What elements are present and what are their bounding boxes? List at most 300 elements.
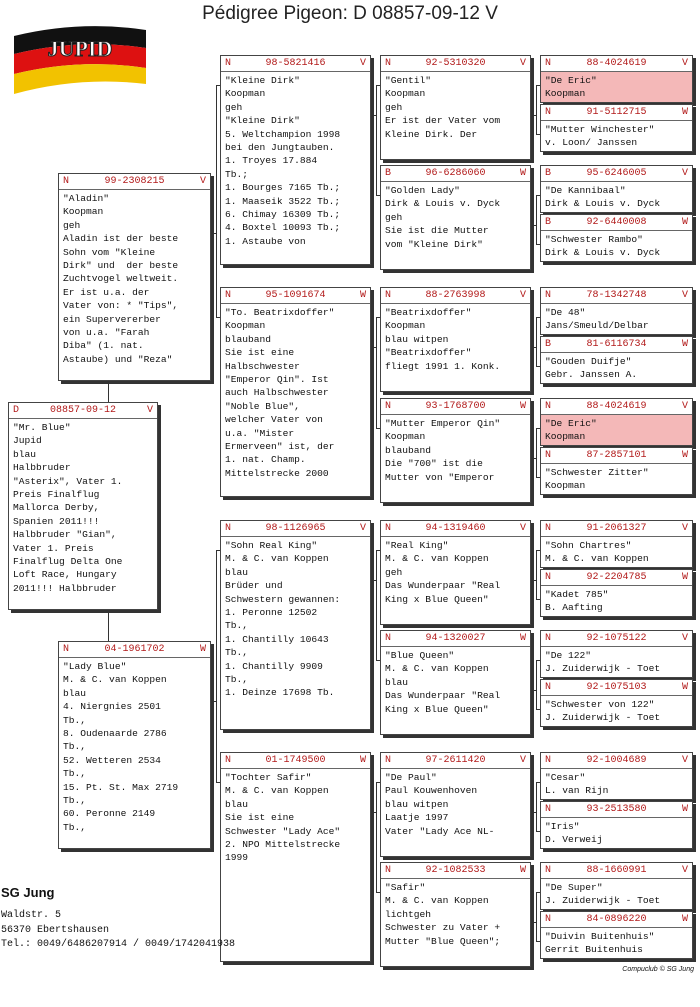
card-header (541, 399, 692, 415)
sex-marker: V (681, 58, 688, 69)
card-details (541, 696, 692, 725)
detail-line: 4. Niergnies 2501 (63, 701, 161, 713)
sex-marker: W (681, 450, 688, 461)
ancestor-card (540, 862, 693, 910)
detail-line: Gebr. Janssen A. (545, 369, 638, 381)
sex-marker: W (681, 107, 688, 118)
detail-line: Mutter "Blue Queen"; (385, 935, 501, 947)
connector-line (376, 550, 377, 661)
pigeon-name: "Kadet 785" (545, 589, 609, 600)
card-details (381, 72, 530, 141)
ring-number: 87-2857101 (586, 450, 647, 461)
pigeon-name: "De Eric" (545, 75, 597, 86)
country-code: N (225, 58, 232, 69)
ring-number: 81-6116734 (586, 339, 647, 350)
ancestor-card (220, 752, 371, 962)
connector-line (216, 85, 217, 318)
ring-number: 88-4024619 (586, 401, 647, 412)
country-code: N (385, 523, 392, 534)
country-code: N (545, 523, 552, 534)
pigeon-name: "Cesar" (545, 772, 586, 783)
pigeon-name: "Iris" (545, 821, 580, 832)
sex-marker: W (681, 682, 688, 693)
detail-line: Gerrit Buitenhuis (545, 944, 643, 956)
card-header (381, 753, 530, 769)
sex-marker: V (681, 633, 688, 644)
pigeon-name: "Kleine Dirk" (225, 75, 300, 86)
detail-line: 1. Deinze 17698 Tb. (225, 687, 335, 699)
card-details (221, 537, 370, 700)
detail-line: Er ist der Vater vom (385, 115, 501, 127)
card-details (541, 72, 692, 101)
logo-text: JUPID (47, 36, 113, 61)
card-header (541, 753, 692, 769)
detail-line: Sie ist eine (225, 347, 295, 359)
card-header (221, 521, 370, 537)
detail-line: Tb., (63, 768, 87, 780)
detail-line: Halbbruder "Gian", (13, 529, 117, 541)
detail-line: 1. Chantilly 9909 (225, 660, 323, 672)
pigeon-name: "Lady Blue" (63, 661, 127, 672)
detail-line: Schwestern gewannen: (225, 593, 341, 605)
connector-line (376, 85, 377, 196)
sex-marker: V (519, 523, 526, 534)
connector-line (536, 317, 537, 367)
detail-line: Dirk & Louis v. Dyck (385, 198, 501, 210)
pigeon-name: "Sohn Real King" (225, 540, 318, 551)
card-header (59, 642, 210, 658)
ring-number: 98-1126965 (265, 523, 326, 534)
card-details (541, 231, 692, 260)
detail-line: blau (385, 676, 409, 688)
card-details (381, 769, 530, 838)
sex-marker: V (519, 755, 526, 766)
connector-line (376, 782, 377, 893)
detail-line: Mallorca Derby, (13, 502, 100, 514)
ancestor-card (380, 287, 531, 392)
ancestor-card (380, 862, 531, 967)
country-code: B (545, 217, 552, 228)
ring-number: 92-2204785 (586, 572, 647, 583)
detail-line: Koopman (225, 320, 266, 332)
ring-number: 92-5310320 (425, 58, 486, 69)
detail-line: 60. Peronne 2149 (63, 808, 156, 820)
sex-marker: V (519, 290, 526, 301)
owner-city: 56370 Ebertshausen (1, 925, 110, 936)
ring-number: 08857-09-12 (49, 405, 116, 416)
ring-number: 91-2061327 (586, 523, 647, 534)
detail-line: 15. Pt. St. Max 2719 (63, 781, 179, 793)
card-header (9, 403, 157, 419)
detail-line: 52. Wetteren 2534 (63, 754, 161, 766)
sex-marker: V (199, 176, 206, 187)
ancestor-card (540, 398, 693, 446)
page-title: Pédigree Pigeon: D 08857-09-12 V (202, 3, 498, 24)
detail-line: ein Supervererber (63, 313, 161, 325)
detail-line: geh (385, 101, 403, 113)
detail-line: Sie ist eine (225, 812, 295, 824)
detail-line: "Emperor Qin". Ist (225, 374, 329, 386)
country-code: N (545, 865, 552, 876)
country-code: N (545, 401, 552, 412)
ring-number: 95-6246005 (586, 168, 647, 179)
connector-line (536, 660, 537, 710)
sex-marker: V (681, 755, 688, 766)
pigeon-name: "Mutter Emperor Qin" (385, 418, 501, 429)
pigeon-name: "Aladin" (63, 193, 110, 204)
detail-line: Paul Kouwenhoven (385, 785, 478, 797)
detail-line: King x Blue Queen" (385, 703, 489, 715)
ancestor-card (380, 630, 531, 735)
card-details (541, 586, 692, 615)
sex-marker: V (681, 865, 688, 876)
detail-line: Koopman (63, 206, 104, 218)
detail-line: 1. Chantilly 10643 (225, 633, 329, 645)
country-code: N (385, 401, 392, 412)
sex-marker: W (359, 755, 366, 766)
ring-number: 92-1082533 (425, 865, 486, 876)
card-details (541, 879, 692, 908)
country-code: N (225, 290, 232, 301)
ring-number: 88-4024619 (586, 58, 647, 69)
detail-line: M. & C. van Koppen (545, 553, 649, 565)
country-code: N (545, 290, 552, 301)
detail-line: Er ist u.a. der (63, 286, 150, 298)
card-details (381, 879, 530, 948)
card-header (221, 288, 370, 304)
card-header (541, 680, 692, 696)
pigeon-name: "Schwester Rambo" (545, 234, 643, 245)
detail-line: Loft Race, Hungary (13, 569, 117, 581)
ring-number: 92-1004689 (586, 755, 647, 766)
detail-line: 8. Oudenaarde 2786 (63, 728, 167, 740)
detail-line: M. & C. van Koppen (385, 553, 489, 565)
connector-line (536, 782, 537, 832)
detail-line: Mutter von "Emperor (385, 471, 495, 483)
detail-line: auch Halbschwester (225, 387, 329, 399)
pigeon-name: "De 48" (545, 307, 586, 318)
sex-marker: V (681, 523, 688, 534)
detail-line: geh (385, 211, 403, 223)
ring-number: 92-1075103 (586, 682, 647, 693)
detail-line: Koopman (385, 88, 426, 100)
ring-number: 78-1342748 (586, 290, 647, 301)
ring-number: 91-5112715 (586, 107, 647, 118)
detail-line: Dirk" und der beste (63, 260, 179, 272)
pigeon-name: "Real King" (385, 540, 449, 551)
card-header (381, 399, 530, 415)
detail-line: M. & C. van Koppen (385, 663, 489, 675)
detail-line: 5. Weltchampion 1998 (225, 128, 341, 140)
card-header (541, 166, 692, 182)
pigeon-name: "Blue Queen" (385, 650, 455, 661)
detail-line: 6. Chimay 16309 Tb.; (225, 209, 341, 221)
card-header (541, 912, 692, 928)
card-header (541, 570, 692, 586)
detail-line: Dirk & Louis v. Dyck (545, 198, 661, 210)
country-code: N (63, 176, 70, 187)
connector-line (536, 85, 537, 135)
pigeon-name: "Beatrixdoffer" (385, 307, 472, 318)
card-details (541, 304, 692, 333)
sex-marker: V (681, 290, 688, 301)
detail-line: "Noble Blue", (225, 400, 300, 412)
detail-line: Vater "Lady Ace NL- (385, 825, 495, 837)
ancestor-card (540, 520, 693, 568)
detail-line: King x Blue Queen" (385, 593, 489, 605)
detail-line: D. Verweij (545, 834, 603, 846)
detail-line: blauband (225, 333, 272, 345)
detail-line: Koopman (545, 88, 586, 100)
detail-line: 1. Troyes 17.884 (225, 155, 318, 167)
country-code: N (545, 58, 552, 69)
detail-line: Koopman (545, 431, 586, 443)
ancestor-card (380, 520, 531, 625)
connector-line (536, 195, 537, 245)
ring-number: 01-1749500 (265, 755, 326, 766)
connector-line (536, 428, 537, 478)
ancestor-card (540, 287, 693, 335)
ancestor-card (220, 520, 371, 730)
detail-line: Sie ist die Mutter (385, 225, 489, 237)
detail-line: Kleine Dirk. Der (385, 128, 478, 140)
card-details (381, 415, 530, 484)
detail-line: Sohn vom "Kleine (63, 246, 156, 258)
card-details (541, 928, 692, 957)
card-details (541, 353, 692, 382)
detail-line: u.a. "Mister (225, 427, 295, 439)
sex-marker: V (519, 58, 526, 69)
pigeon-name: "Sohn Chartres" (545, 540, 632, 551)
detail-line: Vater 1. Preis (13, 542, 94, 554)
detail-line: Tb., (225, 620, 249, 632)
country-code: N (545, 633, 552, 644)
detail-line: Preis Finalflug (13, 489, 100, 501)
detail-line: Jans/Smeuld/Delbar (545, 320, 649, 332)
owner-phone: Tel.: 0049/6486207914 / 0049/1742041938 (1, 939, 236, 950)
detail-line: Tb., (63, 741, 87, 753)
pigeon-name: "To. Beatrixdoffer" (225, 307, 335, 318)
card-header (541, 105, 692, 121)
ring-number: 93-2513580 (586, 804, 647, 815)
ring-number: 88-2763998 (425, 290, 486, 301)
detail-line: blau (63, 687, 87, 699)
detail-line: M. & C. van Koppen (225, 785, 329, 797)
ancestor-card (220, 55, 371, 265)
country-code: N (545, 572, 552, 583)
card-details (541, 121, 692, 150)
country-code: B (385, 168, 392, 179)
subject-pigeon-card (8, 402, 158, 610)
ring-number: 98-5821416 (265, 58, 326, 69)
card-header (59, 174, 210, 190)
detail-line: 1. Bourges 7165 Tb.; (225, 182, 341, 194)
country-code: N (545, 755, 552, 766)
ancestor-card (540, 447, 693, 495)
country-code: N (385, 58, 392, 69)
connector-line (216, 550, 217, 783)
ring-number: 84-0896220 (586, 914, 647, 925)
card-details (221, 304, 370, 480)
detail-line: vom "Kleine Dirk" (385, 238, 483, 250)
ancestor-card (380, 398, 531, 503)
detail-line: Tb., (63, 714, 87, 726)
detail-line: J. Zuiderwijk - Toet (545, 663, 661, 675)
detail-line: Finalflug Delta One (13, 556, 123, 568)
ring-number: 92-1075122 (586, 633, 647, 644)
detail-line: 1. Maaseik 3522 Tb.; (225, 195, 341, 207)
detail-line: v. Loon/ Janssen (545, 137, 638, 149)
ancestor-card (540, 679, 693, 727)
pigeon-name: "Schwester von 122" (545, 699, 655, 710)
detail-line: Koopman (385, 320, 426, 332)
card-details (381, 647, 530, 716)
detail-line: Tb., (225, 647, 249, 659)
detail-line: Das Wunderpaar "Real (385, 580, 501, 592)
pigeon-name: "Gouden Duifje" (545, 356, 632, 367)
ancestor-card (540, 104, 693, 152)
detail-line: lichtgeh (385, 908, 432, 920)
detail-line: "Beatrixdoffer" (385, 347, 472, 359)
ancestor-card (540, 336, 693, 384)
detail-line: Laatje 1997 (385, 812, 449, 824)
detail-line: Das Wunderpaar "Real (385, 690, 501, 702)
sex-marker: W (681, 339, 688, 350)
country-code: N (385, 755, 392, 766)
ancestor-card (540, 752, 693, 800)
ring-number: 88-1660991 (586, 865, 647, 876)
country-code: N (225, 755, 232, 766)
sex-marker: V (359, 523, 366, 534)
ring-number: 93-1768700 (425, 401, 486, 412)
card-header (381, 288, 530, 304)
card-header (541, 521, 692, 537)
card-details (221, 72, 370, 248)
sex-marker: W (519, 168, 526, 179)
detail-line: 1. Peronne 12502 (225, 607, 318, 619)
country-code: N (225, 523, 232, 534)
detail-line: Spanien 2011!!! (13, 515, 100, 527)
card-header (221, 56, 370, 72)
detail-line: blau (13, 448, 37, 460)
pigeon-name: "Safir" (385, 882, 426, 893)
detail-line: 1. Astaube von (225, 235, 306, 247)
sex-marker: W (519, 633, 526, 644)
ancestor-card (220, 287, 371, 497)
country-code: N (63, 644, 70, 655)
detail-line: B. Aafting (545, 602, 603, 614)
country-code: N (385, 290, 392, 301)
detail-line: Tb., (225, 674, 249, 686)
ancestor-card (540, 630, 693, 678)
detail-line: M. & C. van Koppen (385, 895, 489, 907)
detail-line: geh (63, 219, 81, 231)
card-header (381, 863, 530, 879)
ancestor-card (540, 569, 693, 617)
detail-line: Koopman (545, 480, 586, 492)
card-header (541, 215, 692, 231)
ancestor-card (540, 165, 693, 213)
country-code: N (545, 450, 552, 461)
detail-line: Astaube) und "Reza" (63, 353, 173, 365)
ancestor-card (58, 641, 211, 849)
pigeon-name: "Schwester Zitter" (545, 467, 649, 478)
card-header (381, 56, 530, 72)
detail-line: J. Zuiderwijk - Toet (545, 712, 661, 724)
detail-line: 2. NPO Mittelstrecke (225, 839, 341, 851)
card-header (541, 337, 692, 353)
detail-line: 2011!!! Halbbruder (13, 582, 117, 594)
card-details (541, 415, 692, 444)
detail-line: Brüder und (225, 580, 283, 592)
sex-marker: V (359, 58, 366, 69)
ring-number: 97-2611420 (425, 755, 486, 766)
card-details (541, 647, 692, 676)
card-details (541, 464, 692, 493)
pigeon-name: "Tochter Safir" (225, 772, 312, 783)
card-details (541, 818, 692, 847)
owner-name: SG Jung (1, 885, 55, 900)
card-header (381, 521, 530, 537)
card-header (541, 448, 692, 464)
ring-number: 04-1961702 (104, 644, 165, 655)
sex-marker: W (681, 217, 688, 228)
detail-line: blau witpen (385, 798, 449, 810)
card-header (381, 166, 530, 182)
country-code: N (545, 682, 552, 693)
connector-line (536, 550, 537, 600)
pigeon-name: "Mr. Blue" (13, 422, 71, 433)
ring-number: 94-1320027 (425, 633, 486, 644)
country-code: B (545, 339, 552, 350)
card-details (59, 658, 210, 834)
card-details (9, 419, 157, 595)
country-code: N (385, 865, 392, 876)
detail-line: Tb., (63, 821, 87, 833)
card-header (541, 863, 692, 879)
ancestor-card (540, 55, 693, 103)
detail-line: L. van Rijn (545, 785, 609, 797)
sex-marker: W (681, 914, 688, 925)
detail-line: M. & C. van Koppen (63, 674, 167, 686)
sex-marker: V (681, 401, 688, 412)
country-code: B (545, 168, 552, 179)
detail-line: Koopman (385, 431, 426, 443)
detail-line: Halbbruder (13, 462, 71, 474)
sex-marker: W (681, 572, 688, 583)
card-details (381, 537, 530, 606)
ancestor-card (380, 165, 531, 270)
detail-line: blau witpen (385, 333, 449, 345)
detail-line: 1999 (225, 852, 249, 864)
detail-line: Ermerveen" ist, der (225, 441, 335, 453)
pigeon-name: "De Kannibaal" (545, 185, 626, 196)
detail-line: 4. Boxtel 10093 Tb.; (225, 222, 341, 234)
pigeon-name: "De Super" (545, 882, 603, 893)
detail-line: 1. nat. Champ. (225, 454, 306, 466)
sex-marker: V (146, 405, 153, 416)
owner-street: Waldstr. 5 (1, 910, 62, 921)
ring-number: 95-1091674 (265, 290, 326, 301)
detail-line: Schwester zu Vater + (385, 922, 501, 934)
detail-line: Vater von: * "Tips", (63, 300, 179, 312)
card-details (381, 182, 530, 251)
ring-number: 99-2308215 (104, 176, 165, 187)
pigeon-name: "Duivin Buitenhuis" (545, 931, 655, 942)
ancestor-card (58, 173, 211, 381)
detail-line: Jupid (13, 435, 42, 447)
card-details (221, 769, 370, 865)
